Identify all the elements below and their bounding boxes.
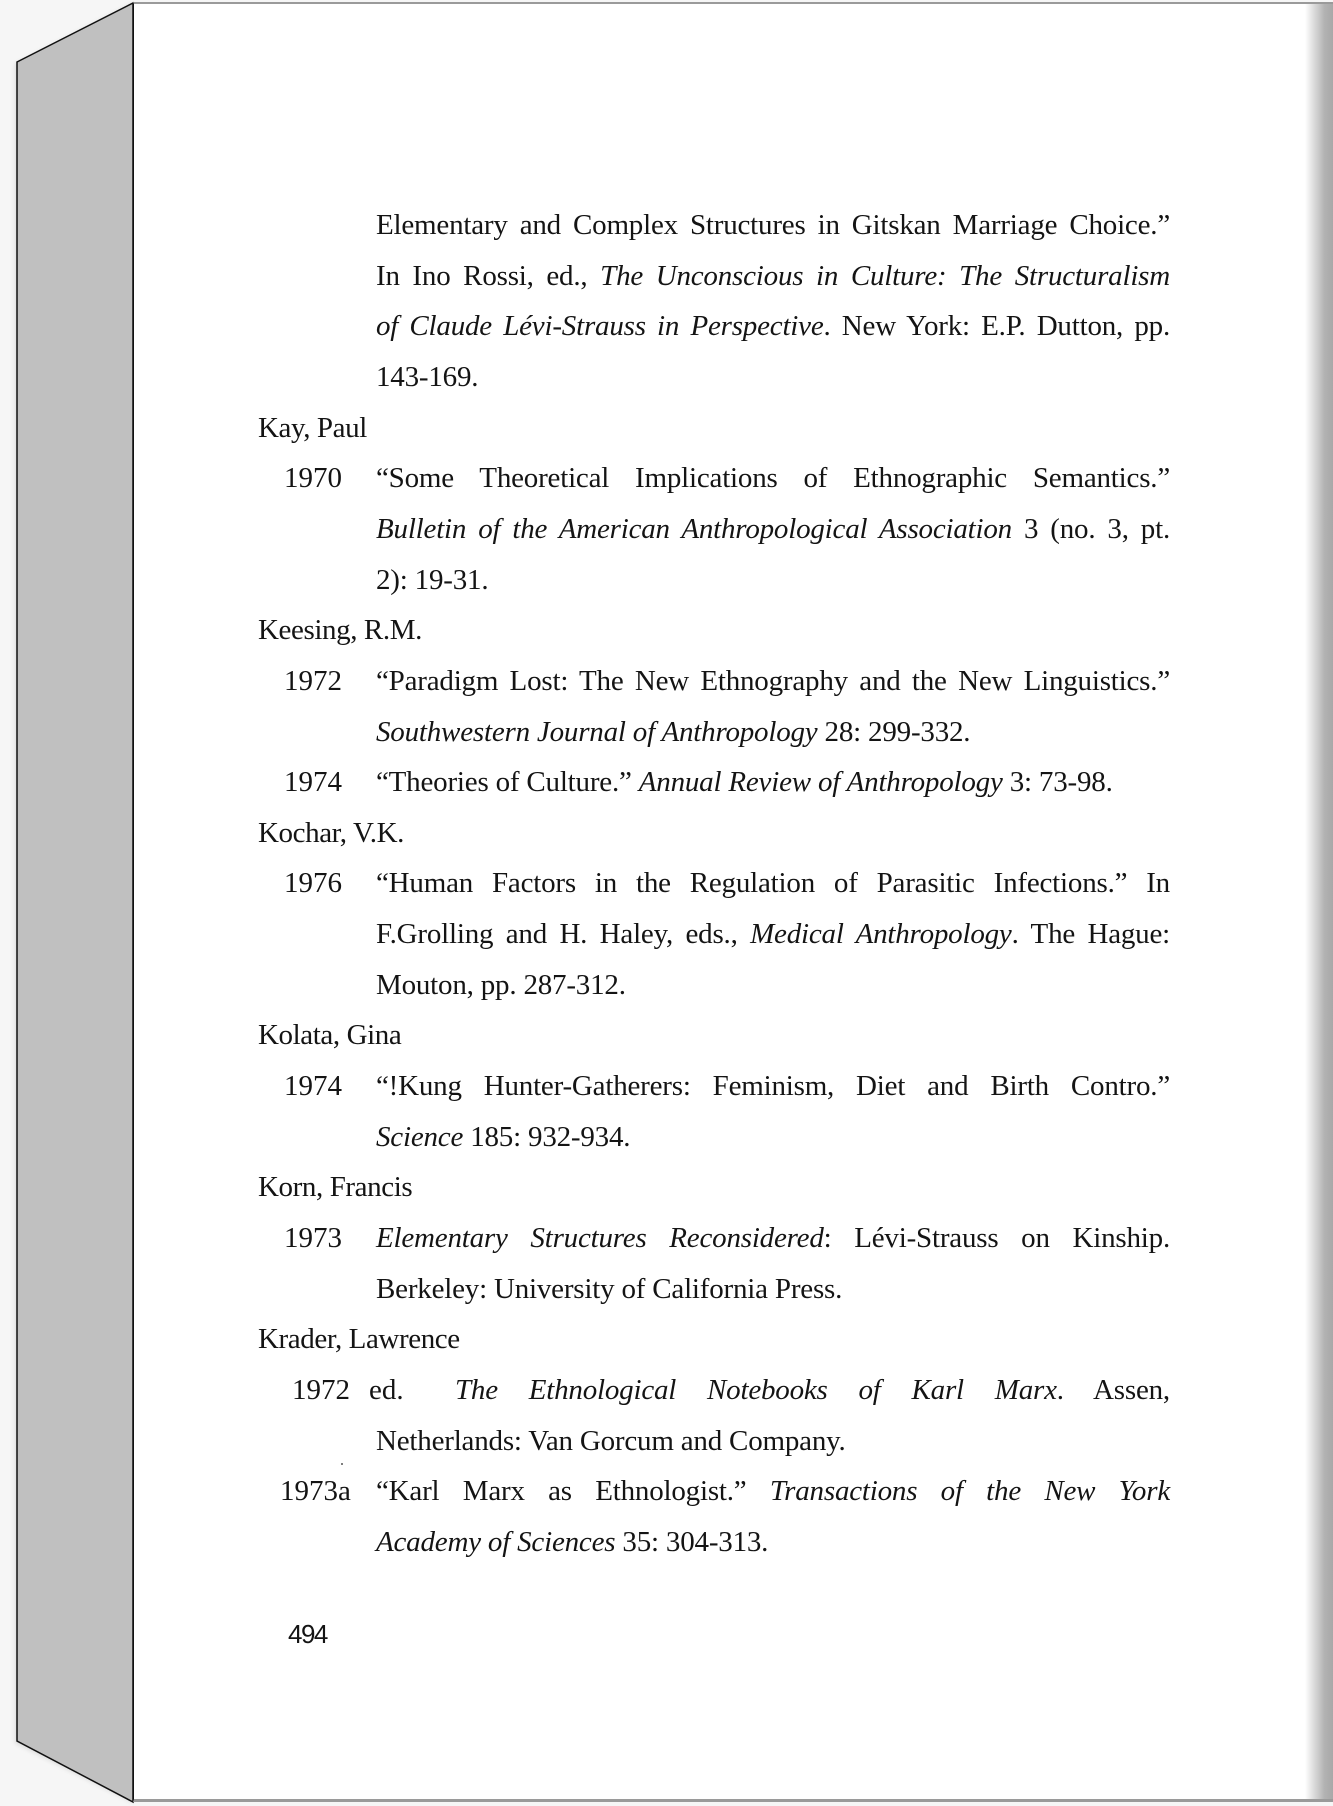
citation-line: Southwestern Journal of Anthropology 28: 299-332. bbox=[376, 716, 971, 748]
citation-line: “Some Theoretical Implications of Ethnographic Semantics.” bbox=[376, 462, 1170, 494]
print-speck bbox=[341, 1463, 343, 1465]
citation-line: In Ino Rossi, ed., The Unconscious in Culture: The Structuralism bbox=[376, 260, 1171, 292]
citation-line: “Paradigm Lost: The New Ethnography and the New Linguistics.” bbox=[376, 665, 1170, 697]
page-edge-shadow bbox=[1305, 4, 1333, 1799]
citation-line: of Claude Lévi-Strauss in Perspective. New York: E.P. Dutton, pp. bbox=[376, 310, 1170, 342]
author-heading: Keesing, R.M. bbox=[258, 614, 422, 646]
citation-line: F.Grolling and H. Haley, eds., Medical Anthropology. The Hague: bbox=[376, 918, 1171, 950]
publication-year: 1973 bbox=[284, 1222, 342, 1254]
publication-year: 1974 bbox=[284, 1070, 342, 1102]
citation-line: “!Kung Hunter-Gatherers: Feminism, Diet and Birth Contro.” bbox=[376, 1070, 1170, 1102]
citation-line: The Ethnological Notebooks of Karl Marx. Assen, bbox=[455, 1374, 1170, 1406]
page-number: 494 bbox=[288, 1619, 327, 1649]
publication-year: 1974 bbox=[284, 766, 342, 798]
citation-line: Bulletin of the American Anthropological Association 3 (no. 3, pt. bbox=[376, 513, 1170, 545]
author-heading: Krader, Lawrence bbox=[258, 1323, 460, 1355]
publication-year: 1972 bbox=[292, 1374, 350, 1406]
book-spine bbox=[0, 0, 140, 1806]
author-heading: Korn, Francis bbox=[258, 1171, 413, 1203]
citation-line: “Human Factors in the Regulation of Parasitic Infections.” In bbox=[376, 867, 1170, 899]
citation-line: Mouton, pp. 287-312. bbox=[376, 969, 626, 1001]
publication-year: 1972 bbox=[284, 665, 342, 697]
citation-line: 2): 19-31. bbox=[376, 564, 489, 596]
author-heading: Kolata, Gina bbox=[258, 1019, 402, 1051]
citation-line: Berkeley: University of California Press. bbox=[376, 1273, 843, 1305]
publication-year: 1976 bbox=[284, 867, 342, 899]
author-heading: Kay, Paul bbox=[258, 412, 367, 444]
citation-line: Netherlands: Van Gorcum and Company. bbox=[376, 1425, 846, 1457]
author-heading: Kochar, V.K. bbox=[258, 817, 405, 849]
publication-year: 1973a bbox=[280, 1475, 351, 1507]
citation-line: Science 185: 932-934. bbox=[376, 1121, 631, 1153]
citation-line: “Theories of Culture.” Annual Review of Anthropology 3: 73-98. bbox=[376, 766, 1113, 798]
citation-line: Academy of Sciences 35: 304-313. bbox=[376, 1526, 769, 1558]
citation-line: Elementary and Complex Structures in Gitskan Marriage Choice.” bbox=[376, 209, 1170, 241]
publication-year: 1970 bbox=[284, 462, 342, 494]
citation-line: Elementary Structures Reconsidered: Lévi-Strauss on Kinship. bbox=[376, 1222, 1170, 1254]
editor-prefix: ed. bbox=[369, 1374, 404, 1406]
citation-line: “Karl Marx as Ethnologist.” Transactions of the New York bbox=[376, 1475, 1170, 1507]
citation-line: 143-169. bbox=[376, 361, 479, 393]
